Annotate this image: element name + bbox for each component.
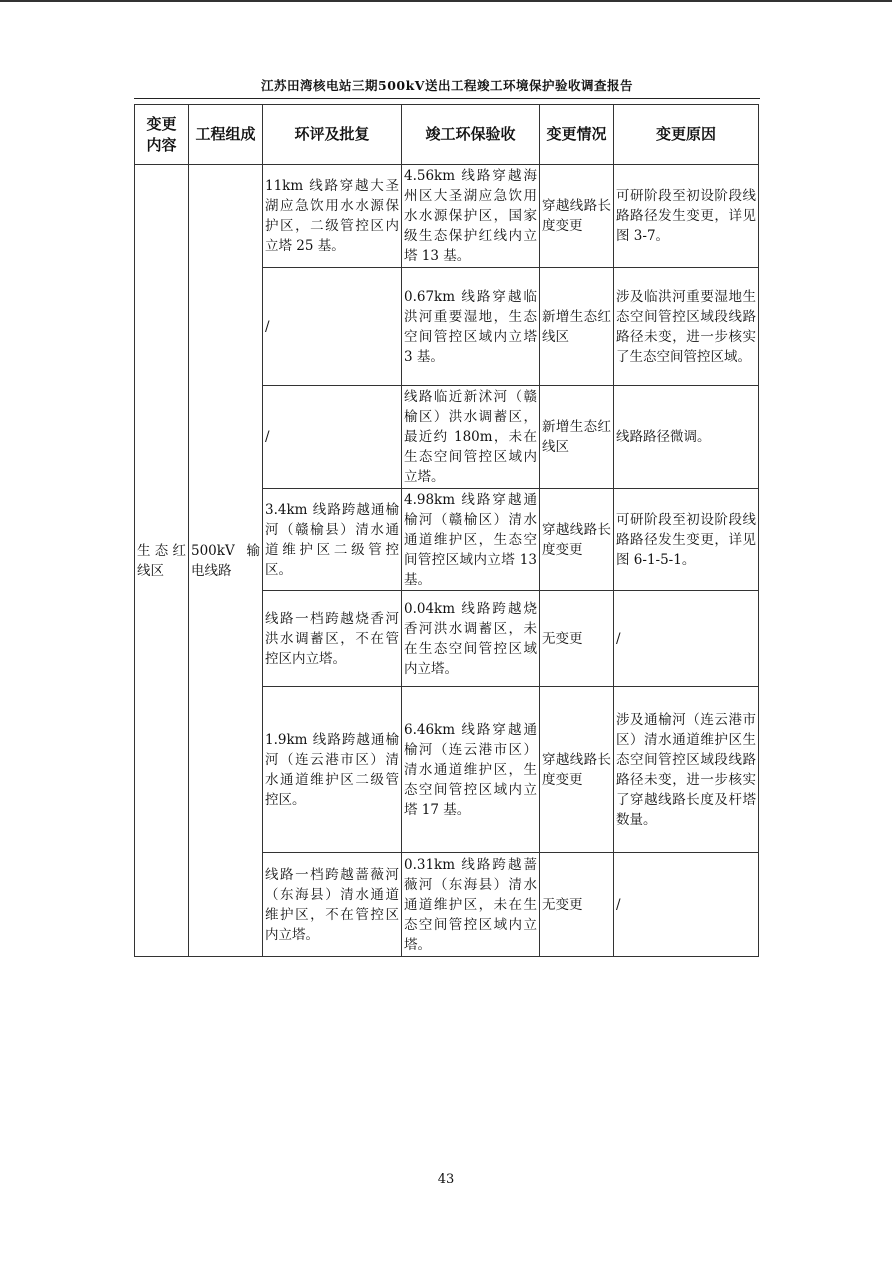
table-header-row — [135, 105, 759, 165]
change-status-cell: 无变更 — [540, 591, 614, 687]
acceptance-cell: 0.04km 线路跨越烧香河洪水调蓄区，未在生态空间管控区域内立塔。 — [402, 591, 540, 687]
acceptance-cell: 线路临近新沭河（赣榆区）洪水调蓄区，最近约 180m，未在生态空间管控区域内立塔。 — [402, 386, 540, 489]
eia-cell: 3.4km 线路跨越通榆河（赣榆县）清水通道维护区二级管控区。 — [263, 489, 402, 591]
eia-cell: / — [263, 268, 402, 386]
change-reason-cell: 涉及临洪河重要湿地生态空间管控区域段线路路径未变，进一步核实了生态空间管控区域。 — [614, 268, 759, 386]
change-reason-cell: 线路路径微调。 — [614, 386, 759, 489]
header-eia-approval: 环评及批复 — [263, 105, 402, 165]
top-border — [0, 0, 892, 2]
acceptance-cell: 0.67km 线路穿越临洪河重要湿地，生态空间管控区域内立塔 3 基。 — [402, 268, 540, 386]
eia-cell: 线路一档跨越烧香河洪水调蓄区，不在管控区内立塔。 — [263, 591, 402, 687]
header-change-status: 变更情况 — [540, 105, 614, 165]
table-row — [135, 165, 759, 268]
change-status-cell: 穿越线路长度变更 — [540, 687, 614, 853]
header-change-content: 变更内容 — [135, 105, 189, 165]
acceptance-cell: 0.31km 线路跨越蔷薇河（东海县）清水通道维护区，未在生态空间管控区域内立塔。 — [402, 853, 540, 957]
page-number: 43 — [437, 1172, 455, 1187]
change-reason-cell: 可研阶段至初设阶段线路路径发生变更，详见图 3-7。 — [614, 165, 759, 268]
header-project-component: 工程组成 — [189, 105, 263, 165]
category-cell: 生态红线区 — [135, 165, 189, 957]
change-reason-cell: / — [614, 853, 759, 957]
change-status-cell: 无变更 — [540, 853, 614, 957]
acceptance-cell: 4.56km 线路穿越海州区大圣湖应急饮用水水源保护区，国家级生态保护红线内立塔 13 基。 — [402, 165, 540, 268]
eia-cell: 1.9km 线路跨越通榆河（连云港市区）清水通道维护区二级管控区。 — [263, 687, 402, 853]
change-reason-cell: 可研阶段至初设阶段线路路径发生变更，详见图 6-1-5-1。 — [614, 489, 759, 591]
change-table — [134, 104, 759, 957]
change-status-cell: 新增生态红线区 — [540, 268, 614, 386]
header-rule — [134, 98, 760, 99]
change-status-cell: 穿越线路长度变更 — [540, 165, 614, 268]
change-status-cell: 新增生态红线区 — [540, 386, 614, 489]
eia-cell: 11km 线路穿越大圣湖应急饮用水水源保护区，二级管控区内立塔 25 基。 — [263, 165, 402, 268]
header-change-reason: 变更原因 — [614, 105, 759, 165]
acceptance-cell: 6.46km 线路穿越通榆河（连云港市区）清水通道维护区，生态空间管控区域内立塔 17 基。 — [402, 687, 540, 853]
acceptance-cell: 4.98km 线路穿越通榆河（赣榆区）清水通道维护区，生态空间管控区域内立塔 13 基。 — [402, 489, 540, 591]
component-cell: 500kV 输电线路 — [189, 165, 263, 957]
header-completion-acceptance: 竣工环保验收 — [402, 105, 540, 165]
eia-cell: / — [263, 386, 402, 489]
page-header: 江苏田湾核电站三期500kV送出工程竣工环境保护验收调查报告 — [261, 78, 633, 93]
change-reason-cell: 涉及通榆河（连云港市区）清水通道维护区生态空间管控区域段线路路径未变，进一步核实了穿越线路长度及杆塔数量。 — [614, 687, 759, 853]
eia-cell: 线路一档跨越蔷薇河（东海县）清水通道维护区，不在管控区内立塔。 — [263, 853, 402, 957]
change-status-cell: 穿越线路长度变更 — [540, 489, 614, 591]
change-reason-cell: / — [614, 591, 759, 687]
